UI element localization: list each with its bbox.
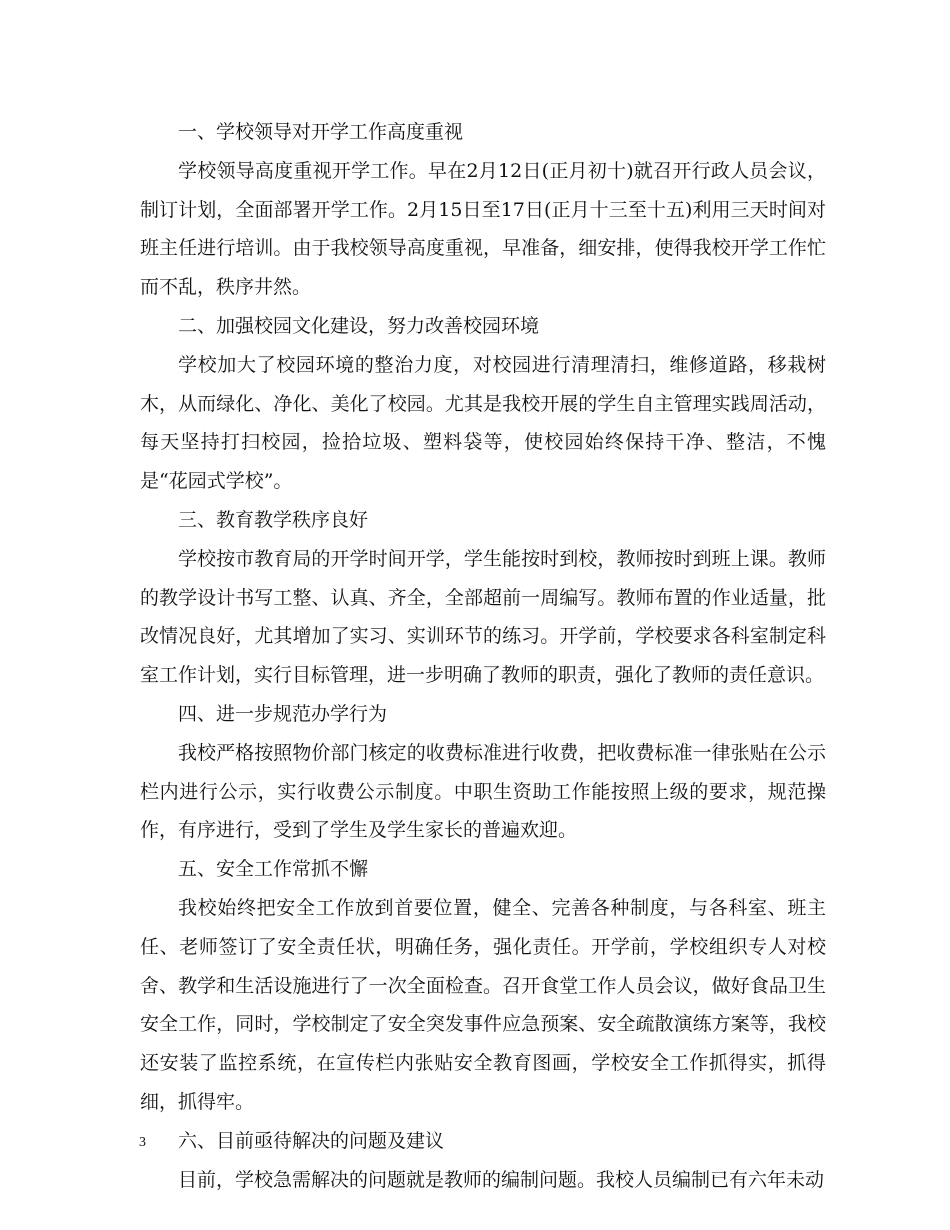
section-paragraph-2: 学校加大了校园环境的整治力度，对校园进行清理清扫，维修道路，移栽树木，从而绿化、净化、美化了校园。尤其是我校开展的学生自主管理实践周活动，每天坚持打扫校园，捡拾垃圾、塑料袋等，使校园始终保持干净、整洁，不愧是“花园式学校”。 [140, 353, 826, 493]
section-heading-3: 三、教育教学秩序良好 [178, 508, 369, 531]
section-heading-6: 六、目前亟待解决的问题及建议 [178, 1129, 445, 1152]
section-paragraph-1: 学校领导高度重视开学工作。早在2月12日(正月初十)就召开行政人员会议，制订计划，全面部署开学工作。2月15日至17日(正月十三至十五)利用三天时间对班主任进行培训。由于我校领导高度重视，早准备，细安排，使得我校开学工作忙而不乱，秩序井然。 [140, 159, 826, 299]
section-paragraph-5: 我校始终把安全工作放到首要位置，健全、完善各种制度，与各科室、班主任、老师签订了安全责任状，明确任务，强化责任。开学前，学校组织专人对校舍、教学和生活设施进行了一次全面检查。召开食堂工作人员会议，做好食品卫生安全工作，同时，学校制定了安全突发事件应急预案、安全疏散演练方案等，我校还安装了监控系统，在宣传栏内张贴安全教育图画，学校安全工作抓得实，抓得细，抓得牢。 [140, 896, 826, 1113]
section-heading-1: 一、学校领导对开学工作高度重视 [178, 121, 464, 143]
section-heading-2: 二、加强校园文化建设，努力改善校园环境 [178, 314, 540, 337]
section-paragraph-4: 我校严格按照物价部门核定的收费标准进行收费，把收费标准一律张贴在公示栏内进行公示，实行收费公示制度。中职生资助工作能按照上级的要求，规范操作，有序进行，受到了学生及学生家长的普遍欢迎。 [140, 741, 826, 842]
section-heading-4: 四、进一步规范办学行为 [178, 702, 388, 725]
section-paragraph-6: 目前，学校急需解决的问题就是教师的编制问题。我校人员编制已有六年未动 [178, 1168, 825, 1191]
document-body [140, 113, 826, 1199]
page-number: 3 [139, 1135, 146, 1150]
section-heading-5: 五、安全工作常抓不懈 [178, 858, 369, 881]
section-paragraph-3: 学校按市教育局的开学时间开学，学生能按时到校，教师按时到班上课。教师的教学设计书写工整、认真、齐全，全部超前一周编写。教师布置的作业适量，批改情况良好，尤其增加了实习、实训环节的练习。开学前，学校要求各科室制定科室工作计划，实行目标管理，进一步明确了教师的职责，强化了教师的责任意识。 [140, 547, 826, 687]
